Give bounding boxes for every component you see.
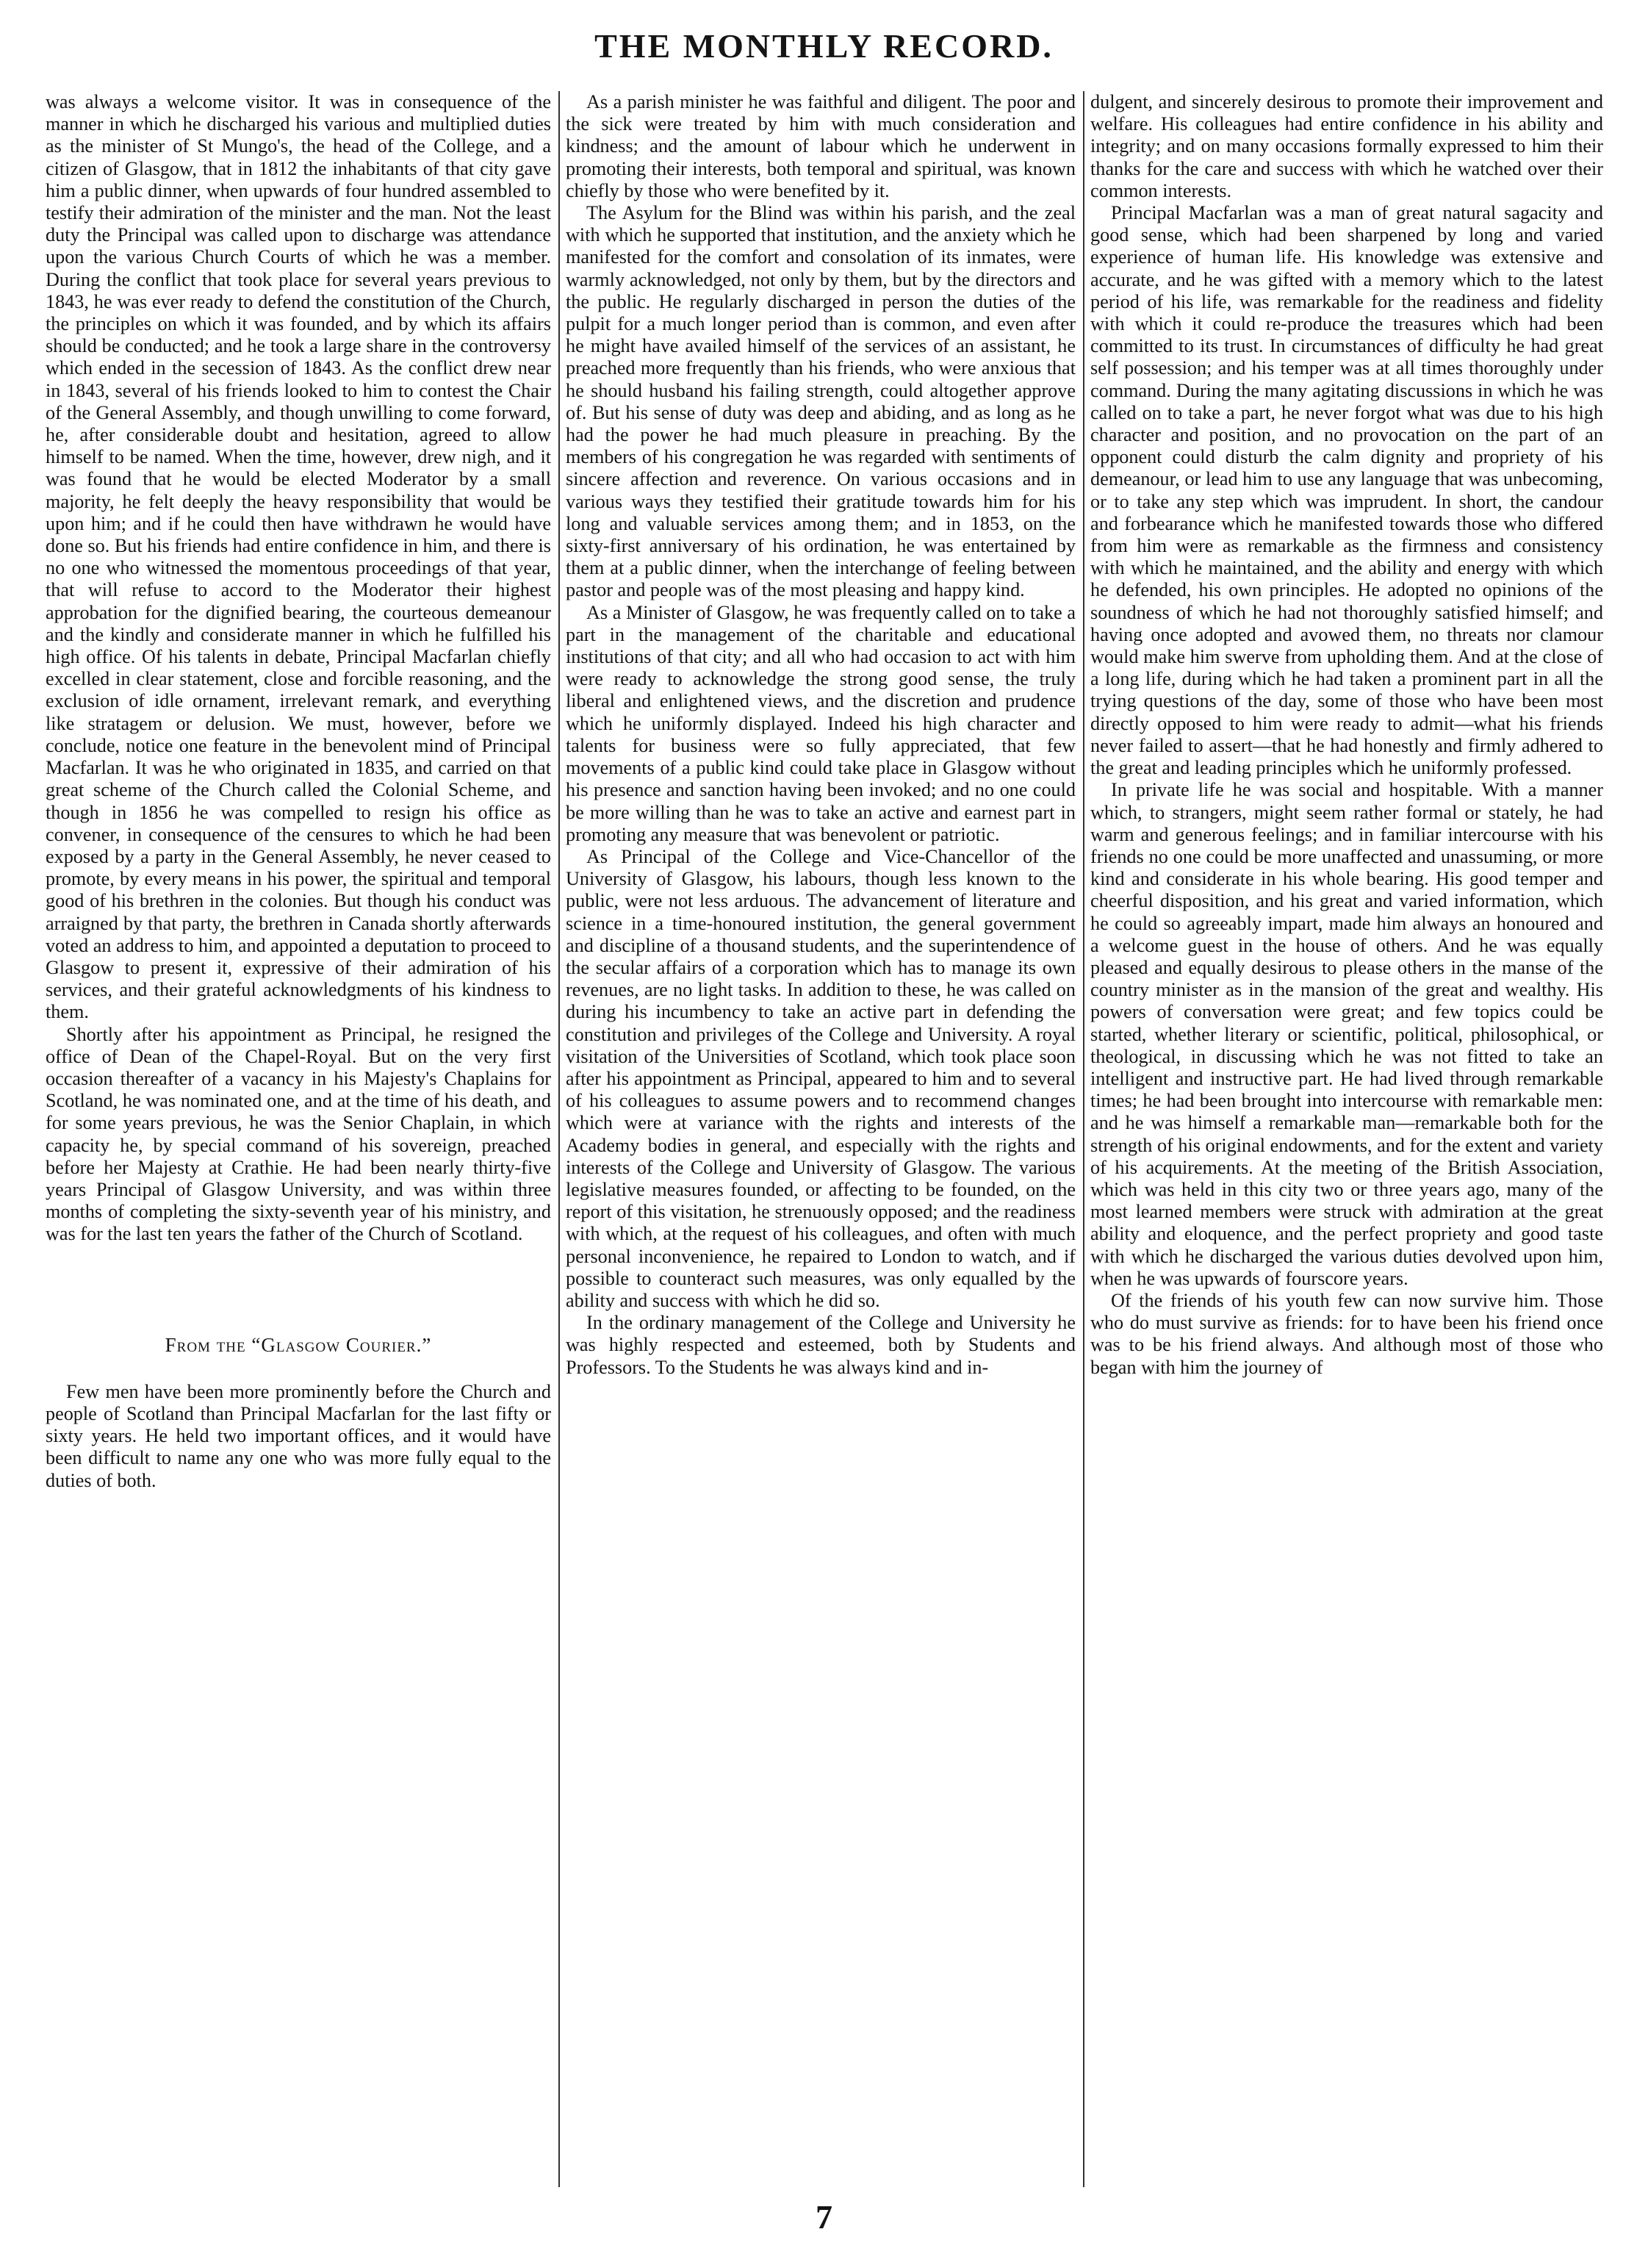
column-paragraph: Of the friends of his youth few can now survive him. Those who do must survive as friends: for to have been his friend once was to be his friend always. And although most of those who began with him the journey of	[1090, 1289, 1603, 1378]
column-paragraph: The Asylum for the Blind was within his parish, and the zeal with which he supported that institution, and the anxiety which he manifested for the comfort and consolation of its inmates, were warmly acknowledged, not only by them, but by the directors and the public. He regularly discharged in person the duties of the pulpit for a much longer period than is common, and even after he might have availed himself of the services of an assistant, he preached more frequently than his friends, who were anxious that he should husband his failing strength, could altogether approve of. But his sense of duty was deep and abiding, and as long as he had the power he had much pleasure in preaching. By the members of his congregation he was regarded with sentiments of sincere affection and reverence. On various occasions and in various ways they testified their gratitude towards him for his long and valuable services among them; and in 1853, on the sixty-first anniversary of his ordination, he was entertained by them at a public dinner, when the interchange of feeling between pastor and people was of the most pleasing and happy kind.	[566, 202, 1076, 601]
column-paragraph: As a parish minister he was faithful and diligent. The poor and the sick were treated by him with much consideration and kindness; and the amount of labour which he underwent in promoting their interests, both temporal and spiritual, was known chiefly by those who were benefited by it.	[566, 91, 1076, 201]
column-paragraph: Shortly after his appointment as Principal, he resigned the office of Dean of the Chapel-Royal. But on the very first occasion thereafter of a vacancy in his Majesty's Chaplains for Scotland, he was nominated one, and at the time of his death, and for some years previous, he was the Senior Chaplain, in which capacity he, by special command of his sovereign, preached before her Majesty at Crathie. He had been nearly thirty-five years Principal of Glasgow University, and was within three months of completing the sixty-seventh year of his ministry, and was for the last ten years the father of the Church of Scotland.	[46, 1023, 551, 1245]
column-paragraph: In private life he was social and hospitable. With a manner which, to strangers, might seem rather formal or stately, he had warm and generous feelings; and in familiar intercourse with his friends no one could be more unaffected and unassuming, or more kind and considerate in his whole bearing. His good temper and cheerful disposition, and his great and varied information, which he could so agreeably impart, made him always an honoured and a welcome guest in the house of others. And he was equally pleased and equally desirous to please others in the manse of the country minister as in the mansion of the great and wealthy. His powers of conversation were great; and few topics could be started, whether literary or scientific, political, philosophical, or theological, in discussing which he was not fitted to take an intelligent and instructive part. He had lived through remarkable times; he had been brought into intercourse with remarkable men: and he was himself a remarkable man—remarkable both for the strength of his original endowments, and for the extent and variety of his acquirements. At the meeting of the British Association, which was held in this city two or three years ago, many of the most learned members were struck with admiration at the great ability and eloquence, and the perfect propriety and good taste with which he discharged the various duties devolved upon him, when he was upwards of fourscore years.	[1090, 779, 1603, 1289]
page-number: 7	[816, 2198, 832, 2236]
section-heading: From the “Glasgow Courier.”	[165, 1333, 432, 1356]
column-paragraph: In the ordinary management of the College and University he was highly respected and esteemed, both by Students and Professors. To the Students he was always kind and in-	[566, 1312, 1076, 1378]
column-rule-left	[558, 91, 560, 2187]
column-rule-right	[1083, 91, 1084, 2187]
column-paragraph: Principal Macfarlan was a man of great natural sagacity and good sense, which had been sharpened by long and varied experience of human life. His knowledge was extensive and accurate, and he was gifted with a memory which to the latest period of his life, was remarkable for the readiness and fidelity with which it could re-produce the treasures which had been committed to its trust. In circumstances of difficulty he had great self possession; and his temper was at all times thoroughly under command. During the many agitating discussions in which he was called on to take a part, he never forgot what was due to his high character and position, and no provocation on the part of an opponent could disturb the calm dignity and propriety of his demeanour, or lead him to use any language that was unbecoming, or to take any step which was imprudent. In short, the candour and forbearance which he manifested towards those who differed from him were as remarkable as the firmness and consistency with which he maintained, and the ability and energy with which he defended, his own principles. He adopted no opinions of the soundness of which he had not thoroughly satisfied himself; and having once adopted and avowed them, no threats nor clamour would make him swerve from upholding them. And at the close of a long life, during which he had taken a prominent part in all the trying questions of the day, some of those who have been most directly opposed to him were ready to admit—what his friends never failed to assert—that he had honestly and firmly adhered to the great and leading principles which he uniformly professed.	[1090, 202, 1603, 779]
section-paragraph: Few men have been more prominently before the Church and people of Scotland than Principal Macfarlan for the last fifty or sixty years. He held two important offices, and it would have been difficult to name any one who was more fully equal to the duties of both.	[46, 1380, 551, 1491]
column-right	[1090, 91, 1603, 2172]
page-header-title: THE MONTHLY RECORD.	[594, 27, 1054, 65]
column-middle	[566, 91, 1076, 2172]
column-paragraph: was always a welcome visitor. It was in consequence of the manner in which he discharged his various and multiplied duties as the minister of St Mungo's, the head of the College, and a citizen of Glasgow, that in 1812 the inhabitants of that city gave him a public dinner, when upwards of four hundred assembled to testify their admiration of the minister and the man. Not the least duty the Principal was called upon to discharge was attendance upon the various Church Courts of which he was a member. During the conflict that took place for several years previous to 1843, he was ever ready to defend the constitution of the Church, the principles on which it was founded, and by which its affairs should be conducted; and he took a large share in the controversy which ended in the secession of 1843. As the conflict drew near in 1843, several of his friends looked to him to contest the Chair of the General Assembly, and though unwilling to come forward, he, after considerable doubt and hesitation, agreed to allow himself to be named. When the time, however, drew nigh, and it was found that he would be elected Moderator by a small majority, he felt deeply the heavy responsibility that would be upon him; and if he could then have withdrawn he would have done so. But his friends had entire confidence in him, and there is no one who witnessed the momentous proceedings of that year, that will refuse to accord to the Moderator their highest approbation for the dignified bearing, the courteous demeanour and the kindly and considerate manner in which he fulfilled his high office. Of his talents in debate, Principal Macfarlan chiefly excelled in clear statement, close and forcible reasoning, and the exclusion of idle ornament, irrelevant remark, and everything like stratagem or delusion. We must, however, before we conclude, notice one feature in the benevolent mind of Principal Macfarlan. It was he who originated in 1835, and carried on that great scheme of the Church called the Colonial Scheme, and though in 1856 he was compelled to resign his office as convener, in consequence of the censures to which he had been exposed by a party in the General Assembly, he never ceased to promote, by every means in his power, the spiritual and temporal good of his brethren in the colonies. But though his conduct was arraigned by that party, the brethren in Canada shortly afterwards voted an address to him, and appointed a deputation to proceed to Glasgow to present it, expressive of their admiration of his services, and their grateful acknowledgments of his kindness to them.	[46, 91, 551, 1023]
column-paragraph: As Principal of the College and Vice-Chancellor of the University of Glasgow, his labours, though less known to the public, were not less arduous. The advancement of literature and science in a time-honoured institution, the general government and discipline of a thousand students, and the superintendence of the secular affairs of a corporation which has to manage its own revenues, are no light tasks. In addition to these, he was called on during his incumbency to take an active part in defending the constitution and privileges of the College and University. A royal visitation of the Universities of Scotland, which took place soon after his appointment as Principal, appeared to him and to several of his colleagues to assume powers and to recommend changes which were at variance with the rights and interests of the Academy bodies in general, and especially with the rights and interests of the College and University of Glasgow. The various legislative measures founded, or affecting to be founded, on the report of this visitation, he strenuously opposed; and the readiness with which, at the request of his colleagues, and often with much personal inconvenience, he repaired to London to watch, and if possible to counteract such measures, was only equalled by the ability and success with which he did so.	[566, 845, 1076, 1311]
column-paragraph: As a Minister of Glasgow, he was frequently called on to take a part in the management of the charitable and educational institutions of that city; and all who had occasion to act with him were ready to acknowledge the strong good sense, the truly liberal and enlightened views, and the discretion and prudence which he uniformly displayed. Indeed his high character and talents for business were so fully appreciated, that few movements of a public kind could take place in Glasgow without his presence and sanction having been invoked; and no one could be more willing than he was to take an active and earnest part in promoting any measure that was benevolent or patriotic.	[566, 601, 1076, 845]
column-paragraph: dulgent, and sincerely desirous to promote their improvement and welfare. His colleagues had entire confidence in his ability and integrity; and on many occasions formally expressed to him their thanks for the care and success with which he watched over their common interests.	[1090, 91, 1603, 201]
column-left	[46, 91, 551, 2172]
